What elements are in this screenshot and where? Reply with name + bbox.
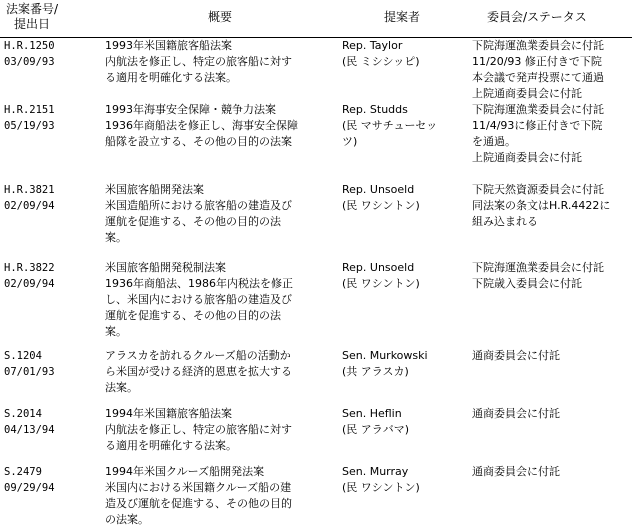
bill-summary: 米国旅客船開発法案 米国造船所における旅客船の建造及び 運航を促進する、その他の目的の法 案。	[105, 183, 292, 244]
bill-status: 通商委員会に付託	[472, 465, 560, 478]
header-summary: 概要	[208, 10, 233, 24]
header-bill: 法案番号/ 提出日	[6, 2, 59, 31]
bill-status: 下院海運漁業委員会に付託 11/4/93に修正付きで下院 を通過。 上院通商委員会に付託	[472, 103, 604, 164]
bill-summary: アラスカを訪れるクルーズ船の活動か ら米国が受ける経済的恩恵を拡大する 法案。	[105, 349, 292, 394]
bill-summary: 1994年米国クルーズ船開発法案 米国内における米国籍クルーズ船の建 造及び運航を促進する、その他の目的 の法案。	[105, 465, 292, 526]
bill-number-date: S.1204 07/01/93	[4, 350, 55, 378]
bill-sponsor: Sen. Heflin (民 アラバマ)	[342, 407, 410, 436]
header-status: 委員会/ステータス	[487, 10, 587, 24]
bill-sponsor: Rep. Studds (民 マサチューセッ ツ)	[342, 103, 438, 148]
bill-sponsor: Sen. Murray (民 ワシントン)	[342, 465, 420, 494]
bill-sponsor: Rep. Unsoeld (民 ワシントン)	[342, 183, 420, 212]
bill-sponsor: Sen. Murkowski (共 アラスカ)	[342, 349, 428, 378]
bill-sponsor: Rep. Taylor (民 ミシシッピ)	[342, 39, 420, 68]
bill-status: 下院海運漁業委員会に付託 11/20/93 修正付きで下院 本会議で発声投票にて通過 上院通商委員会に付託	[472, 39, 604, 100]
bill-number-date: H.R.1250 03/09/93	[4, 40, 55, 68]
bill-sponsor: Rep. Unsoeld (民 ワシントン)	[342, 261, 420, 290]
header-sponsor: 提案者	[384, 10, 421, 24]
bill-status: 下院海運漁業委員会に付託 下院歳入委員会に付託	[472, 261, 604, 290]
bill-number-date: H.R.3821 02/09/94	[4, 184, 55, 212]
bill-summary: 1993年米国籍旅客船法案 内航法を修正し、特定の旅客船に対す る適用を明確化する法案。	[105, 39, 292, 84]
bill-number-date: S.2479 09/29/94	[4, 466, 55, 494]
bill-status: 通商委員会に付託	[472, 407, 560, 420]
bill-summary: 1994年米国籍旅客船法案 内航法を修正し、特定の旅客船に対す る適用を明確化する法案。	[105, 407, 292, 452]
bill-status: 下院天然資源委員会に付託 同法案の条文はH.R.4422に 組み込まれる	[472, 183, 611, 228]
bill-status: 通商委員会に付託	[472, 349, 560, 362]
bill-number-date: H.R.3822 02/09/94	[4, 262, 55, 290]
bill-summary: 米国旅客船開発税制法案 1936年商船法、1986年内税法を修正 し、米国内における旅客船の建造及び 運航を促進する、その他の目的の法 案。	[105, 261, 293, 338]
table-header	[0, 0, 635, 36]
bill-number-date: S.2014 04/13/94	[4, 408, 55, 436]
bill-summary: 1993年海事安全保障・競争力法案 1936年商船法を修正し、海事安全保障 船隊を設立する、その他の目的の法案	[105, 103, 298, 148]
bill-number-date: H.R.2151 05/19/93	[4, 104, 55, 132]
